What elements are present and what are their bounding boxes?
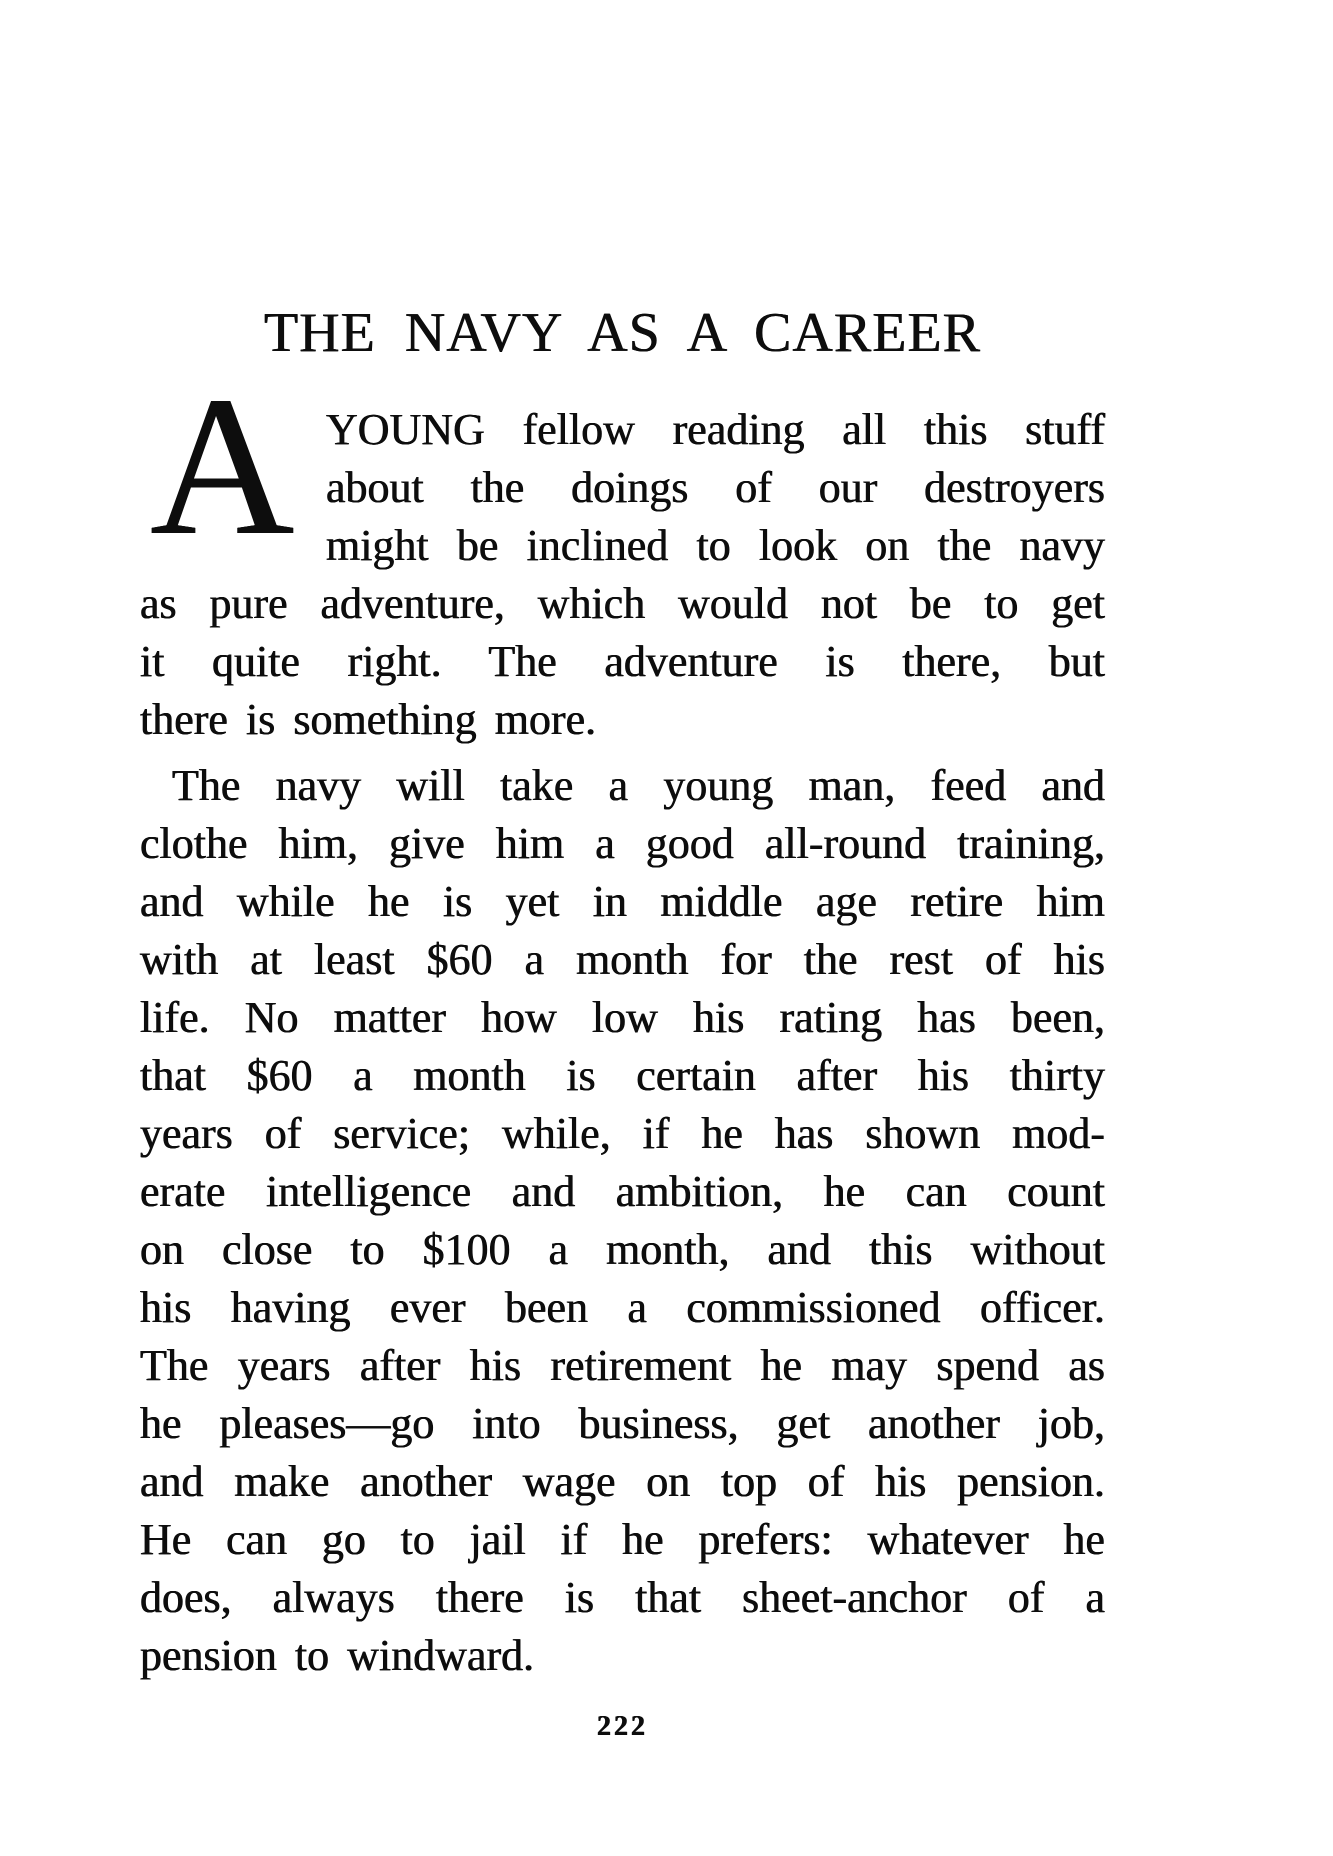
text-line: it quite right. The adventure is there, but xyxy=(140,637,1105,686)
text-line: might be inclined to look on the navy xyxy=(326,521,1105,570)
text-line: The years after his retirement he may spend as xyxy=(140,1341,1105,1390)
text-line: years of service; while, if he has shown mod- xyxy=(140,1109,1105,1158)
paragraph-2 xyxy=(140,757,1105,1685)
text-line: YOUNG fellow reading all this stuff xyxy=(326,405,1105,454)
text-line: and make another wage on top of his pension. xyxy=(140,1457,1105,1506)
text-line: there is something more. xyxy=(140,695,597,744)
text-column xyxy=(140,0,1105,1743)
chapter-title: THE NAVY AS A CAREER xyxy=(264,302,981,364)
text-line: erate intelligence and ambition, he can count xyxy=(140,1167,1105,1216)
text-line: as pure adventure, which would not be to get xyxy=(140,579,1105,628)
page-number: 222 xyxy=(597,1711,648,1742)
text-line: and while he is yet in middle age retire him xyxy=(140,877,1105,926)
text-line: that $60 a month is certain after his thirty xyxy=(140,1051,1105,1100)
text-line: about the doings of our destroyers xyxy=(326,463,1105,512)
text-line: with at least $60 a month for the rest of his xyxy=(140,935,1105,984)
text-line: pension to windward. xyxy=(140,1631,535,1680)
text-line: he pleases—go into business, get another job, xyxy=(140,1399,1105,1448)
text-line: on close to $100 a month, and this without xyxy=(140,1225,1105,1274)
text-line: The navy will take a young man, feed and xyxy=(172,761,1105,810)
text-line: He can go to jail if he prefers: whatever he xyxy=(140,1515,1105,1564)
text-line: his having ever been a commissioned officer. xyxy=(140,1283,1105,1332)
paragraph-1 xyxy=(140,356,1105,749)
text-line: clothe him, give him a good all-round training, xyxy=(140,819,1105,868)
text-line: does, always there is that sheet-anchor of a xyxy=(140,1573,1105,1622)
drop-cap-letter: A xyxy=(150,356,295,577)
drop-cap xyxy=(140,356,326,577)
text-line: life. No matter how low his rating has been, xyxy=(140,993,1105,1042)
